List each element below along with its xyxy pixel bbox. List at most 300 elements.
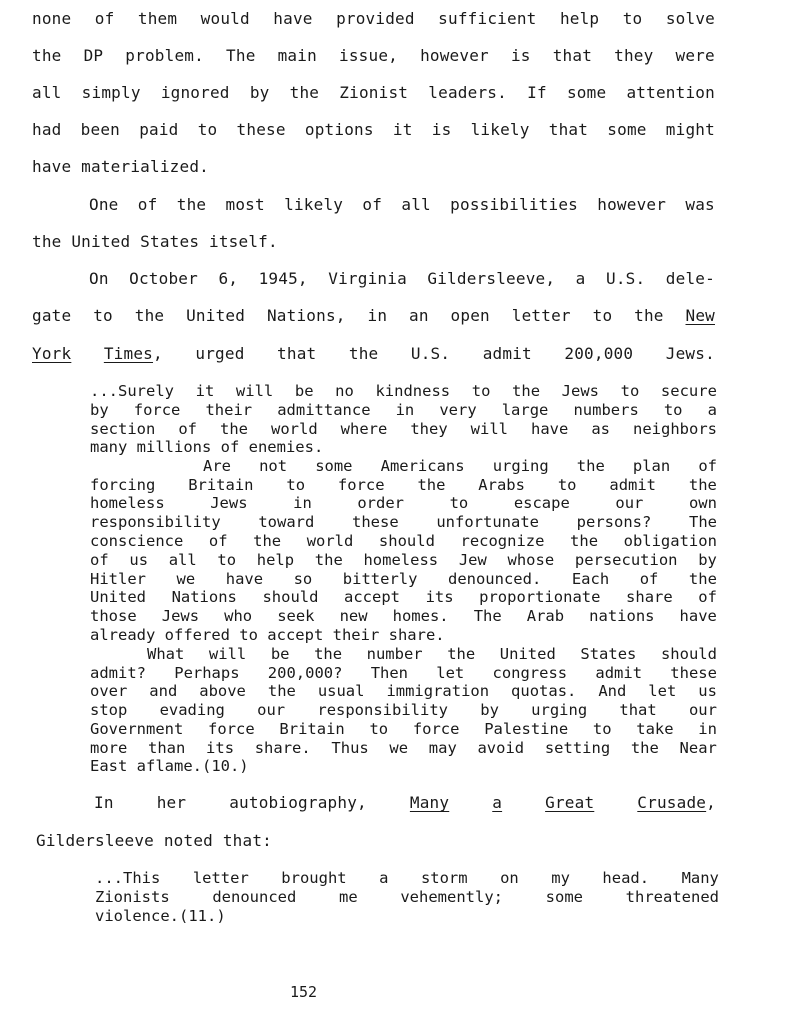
word: were — [675, 46, 715, 65]
word: unfortunate — [436, 513, 539, 531]
word: proportionate — [479, 588, 601, 606]
word: denounced — [212, 888, 297, 906]
word: force — [133, 401, 181, 419]
word: the — [253, 532, 282, 550]
word: us — [698, 682, 717, 700]
word: help — [256, 551, 295, 569]
word: the — [576, 457, 605, 475]
word: those — [90, 607, 137, 625]
word: violence.(11.) — [95, 907, 226, 925]
word: The — [689, 513, 717, 531]
word: problem. — [125, 46, 204, 65]
word: an — [409, 306, 429, 325]
word: let — [436, 664, 465, 682]
word: responsibility — [90, 513, 221, 531]
word: Thus — [331, 739, 369, 757]
word: of — [362, 195, 383, 214]
word: the — [176, 195, 207, 214]
word: by — [90, 401, 109, 419]
word: ...This — [95, 869, 161, 887]
word: Then — [370, 664, 409, 682]
word: And — [598, 682, 627, 700]
word: force — [412, 720, 460, 738]
word: United — [499, 645, 556, 663]
word: the — [134, 306, 165, 325]
quote1-line-16 — [90, 664, 717, 682]
word: vehemently; — [400, 888, 503, 906]
word: of — [639, 570, 659, 588]
newspaper-title-part-1: New — [685, 306, 715, 325]
word: some — [607, 120, 647, 139]
word: urged — [195, 344, 245, 363]
word: all — [168, 551, 197, 569]
word: will — [470, 420, 508, 438]
para4-line-2-text: Gildersleeve noted that: — [36, 831, 272, 850]
word: persons? — [576, 513, 652, 531]
word: some — [315, 457, 353, 475]
word: most — [225, 195, 265, 214]
word: Arab — [526, 607, 565, 625]
word: Perhaps — [174, 664, 240, 682]
word: On — [89, 269, 109, 288]
word: Americans — [380, 457, 465, 475]
word: very — [439, 401, 477, 419]
book-title-word-3: Great — [545, 793, 595, 812]
word: so — [293, 570, 313, 588]
word: many millions of enemies. — [90, 438, 324, 456]
word: storm — [420, 869, 468, 887]
word: in — [698, 720, 717, 738]
word: us — [129, 551, 149, 569]
word: our — [688, 701, 717, 719]
word: force — [337, 476, 385, 494]
word: the — [634, 306, 664, 325]
word: stop — [90, 701, 128, 719]
word: to — [197, 120, 218, 139]
word: Arabs — [478, 476, 525, 494]
word: letter — [192, 869, 249, 887]
word: accept — [344, 588, 401, 606]
quote1-line-13 — [90, 607, 717, 625]
word: we — [176, 570, 196, 588]
word: a — [379, 869, 389, 887]
word: that — [548, 120, 589, 139]
word: attention — [626, 83, 715, 102]
word: is — [431, 120, 452, 139]
word: should — [262, 588, 319, 606]
word: The — [473, 607, 502, 625]
word: them — [137, 9, 178, 28]
word: of — [208, 532, 228, 550]
word: some — [566, 83, 607, 102]
word: letter — [511, 306, 571, 325]
word: responsibility — [317, 701, 449, 719]
quote2-line-2 — [95, 888, 719, 906]
word: to — [217, 551, 237, 569]
word: leaders. — [428, 83, 507, 102]
word: that — [277, 344, 317, 363]
word: Palestine — [484, 720, 569, 738]
word: the — [570, 532, 599, 550]
word: in — [395, 401, 415, 419]
word: bitterly — [342, 570, 418, 588]
word: should — [660, 645, 717, 663]
word: had — [32, 120, 62, 139]
word: to — [663, 401, 683, 419]
word: What — [147, 645, 185, 663]
word: to — [622, 9, 643, 28]
word: brought — [281, 869, 347, 887]
word: secure — [660, 382, 717, 400]
word: that — [619, 701, 657, 719]
word: DP — [83, 46, 104, 65]
word: 6, — [218, 269, 239, 288]
word: setting — [544, 739, 611, 757]
word: our — [615, 494, 644, 512]
word: the — [314, 551, 343, 569]
word: Are — [203, 457, 231, 475]
word: more — [90, 739, 128, 757]
word: was — [685, 195, 715, 214]
word: United — [186, 306, 246, 325]
quote1-line-5 — [203, 457, 717, 475]
quote1-line-20 — [90, 739, 717, 757]
word: some — [545, 888, 583, 906]
word: forcing — [90, 476, 156, 494]
para1-line-3 — [32, 84, 715, 102]
word: above — [199, 682, 246, 700]
quote2-line-1 — [95, 869, 719, 887]
word: these — [236, 120, 286, 139]
word: might — [665, 120, 715, 139]
word: to — [620, 382, 640, 400]
word: possibilities — [450, 195, 578, 214]
word: admit — [482, 344, 532, 363]
word: share. — [254, 739, 311, 757]
para3-line-3 — [32, 345, 715, 363]
word: congress — [492, 664, 568, 682]
word: of — [698, 588, 717, 606]
word: October — [129, 269, 198, 288]
word: nations — [589, 607, 655, 625]
word: the — [348, 344, 379, 363]
word: If — [527, 83, 547, 102]
quote1-line-10 — [90, 551, 717, 569]
word: we — [389, 739, 409, 757]
word: homeless — [363, 551, 439, 569]
word: that — [552, 46, 593, 65]
quote1-line-6 — [90, 476, 717, 494]
word: would — [200, 9, 250, 28]
para2-line-1 — [89, 196, 715, 214]
word: by — [249, 83, 270, 102]
para4-line-2 — [36, 832, 272, 850]
word: is — [510, 46, 531, 65]
word: Nations, — [266, 306, 346, 325]
word: Britain — [188, 476, 254, 494]
word: of — [94, 9, 115, 28]
word: by — [480, 701, 499, 719]
word: than — [148, 739, 186, 757]
word: issue, — [339, 46, 398, 65]
quote1-line-4 — [90, 438, 323, 456]
word: Jew — [458, 551, 487, 569]
word: all — [401, 195, 431, 214]
word: all — [32, 83, 62, 102]
word: threatened — [625, 888, 719, 906]
word: by — [698, 551, 717, 569]
word: let — [648, 682, 677, 700]
word: main — [277, 46, 317, 65]
word: East aflame.(10.) — [90, 757, 249, 775]
word: world — [271, 420, 318, 438]
word: ignored — [160, 83, 230, 102]
word: admit — [609, 476, 657, 494]
word: the — [289, 83, 320, 102]
word: homeless — [90, 494, 165, 512]
word: gate — [32, 306, 72, 325]
word: in — [367, 306, 388, 325]
word: take — [636, 720, 674, 738]
word: U.S. — [410, 344, 451, 363]
word: number — [366, 645, 423, 663]
word: homes. — [392, 607, 449, 625]
word: solve — [665, 9, 715, 28]
word: have — [273, 9, 313, 28]
word: Zionists — [95, 888, 170, 906]
word: who — [224, 607, 253, 625]
word: the — [630, 739, 659, 757]
word: to — [592, 306, 613, 325]
word: will — [235, 382, 274, 400]
word: Jews — [561, 382, 599, 400]
word: have — [679, 607, 717, 625]
para4-word-3: autobiography, — [229, 793, 367, 812]
word: the — [688, 570, 717, 588]
book-title-comma: , — [706, 793, 716, 812]
quote1-line-11 — [90, 570, 717, 588]
word: head. — [602, 869, 650, 887]
word: United — [90, 588, 146, 606]
word: as — [591, 420, 610, 438]
word: its — [206, 739, 235, 757]
word: force — [208, 720, 255, 738]
quote1-line-12 — [90, 588, 717, 606]
word: toward — [258, 513, 315, 531]
word: Jews — [161, 607, 200, 625]
word: U.S. — [605, 269, 646, 288]
word: conscience — [90, 532, 184, 550]
word: a — [575, 269, 586, 288]
word: these — [352, 513, 399, 531]
word: persecution — [574, 551, 678, 569]
word: me — [339, 888, 358, 906]
word: be — [270, 645, 290, 663]
para4-word-1: In — [94, 793, 114, 812]
quote1-line-7 — [90, 494, 717, 512]
word: section — [90, 420, 156, 438]
word: should — [378, 532, 435, 550]
word: Jews. — [665, 344, 715, 363]
quote1-line-8 — [90, 513, 717, 531]
word: have materialized. — [32, 157, 209, 176]
word: seek — [277, 607, 315, 625]
word: the — [688, 476, 717, 494]
word: likely — [470, 120, 530, 139]
word: on — [500, 869, 519, 887]
para1-line-2 — [32, 47, 715, 65]
word: own — [688, 494, 717, 512]
word: have — [225, 570, 264, 588]
word: our — [257, 701, 286, 719]
word: they — [410, 420, 448, 438]
word: Gildersleeve, — [427, 269, 556, 288]
word: order — [357, 494, 405, 512]
word: their — [205, 401, 253, 419]
word: my — [551, 869, 570, 887]
word: obligation — [623, 532, 717, 550]
word: new — [339, 607, 368, 625]
newspaper-title-part-3: Times — [103, 344, 154, 363]
page-number: 152 — [290, 983, 318, 1001]
word: sufficient — [438, 9, 537, 28]
para3-line-2 — [32, 307, 715, 325]
para3-line-1 — [89, 270, 715, 288]
word: 200,000? — [267, 664, 343, 682]
word: the — [32, 46, 62, 65]
word: avoid — [477, 739, 525, 757]
word: open — [450, 306, 490, 325]
quote1-line-18 — [90, 701, 717, 719]
word: evading — [159, 701, 225, 719]
word: to — [449, 494, 469, 512]
word: immigration — [386, 682, 490, 700]
word: whose — [507, 551, 555, 569]
word: admit — [595, 664, 643, 682]
word: they — [614, 46, 654, 65]
word: urging — [531, 701, 588, 719]
word: however — [597, 195, 667, 214]
para2-line-2 — [32, 233, 278, 251]
word: Each — [571, 570, 610, 588]
word: it — [392, 120, 413, 139]
word: the — [267, 682, 296, 700]
word: Virginia — [328, 269, 407, 288]
word: The — [226, 46, 256, 65]
word: its — [425, 588, 454, 606]
quote1-line-17 — [90, 682, 717, 700]
word: numbers — [573, 401, 639, 419]
word: and — [149, 682, 178, 700]
quote1-line-14 — [90, 626, 445, 644]
word: dele- — [665, 269, 715, 288]
word: usual — [317, 682, 365, 700]
word: of — [137, 195, 158, 214]
word: urging — [492, 457, 549, 475]
word: admit? — [90, 664, 146, 682]
word: no — [335, 382, 354, 400]
word: it — [195, 382, 215, 400]
quote1-line-1 — [90, 382, 717, 400]
word: quotas. — [511, 682, 577, 700]
newspaper-title-part-2: York — [32, 344, 72, 363]
word: Hitler — [90, 570, 146, 588]
word: the — [314, 645, 343, 663]
word: of — [90, 551, 109, 569]
word: the United States itself. — [32, 232, 278, 251]
word: not — [259, 457, 288, 475]
word: 1945, — [258, 269, 308, 288]
para4-word-2: her — [156, 793, 187, 812]
word: the — [220, 420, 248, 438]
word: provided — [336, 9, 415, 28]
quote1-line-9 — [90, 532, 717, 550]
para1-line-4 — [32, 121, 715, 139]
word: to — [592, 720, 612, 738]
word: recognize — [460, 532, 545, 550]
word: where — [340, 420, 388, 438]
quote1-line-21 — [90, 757, 249, 775]
word: Many — [681, 869, 719, 887]
word: simply — [81, 83, 141, 102]
word: ...Surely — [90, 382, 174, 400]
para4-line-1 — [94, 794, 716, 812]
word: been — [80, 120, 121, 139]
word: over — [90, 682, 128, 700]
word: kindness — [375, 382, 451, 400]
word: options — [304, 120, 374, 139]
word: to — [557, 476, 577, 494]
word: have — [531, 420, 569, 438]
word: may — [428, 739, 457, 757]
para3-comma: , — [153, 344, 163, 363]
word: be — [294, 382, 314, 400]
word: One — [89, 195, 119, 214]
word: a — [707, 401, 717, 419]
word: to — [369, 720, 389, 738]
word: large — [501, 401, 549, 419]
word: Zionist — [339, 83, 409, 102]
quote1-line-3 — [90, 420, 717, 438]
word: in — [293, 494, 312, 512]
para1-line-5 — [32, 158, 209, 176]
word: 200,000 — [564, 344, 634, 363]
word: admittance — [277, 401, 371, 419]
word: to — [471, 382, 491, 400]
word: likely — [284, 195, 344, 214]
para1-line-1 — [32, 10, 715, 28]
word: to — [286, 476, 306, 494]
book-title-word-4: Crusade — [637, 793, 707, 812]
word: States — [580, 645, 637, 663]
word: Near — [679, 739, 717, 757]
word: plan — [632, 457, 671, 475]
word: escape — [513, 494, 570, 512]
word: help — [559, 9, 600, 28]
word: the — [512, 382, 541, 400]
word: however — [420, 46, 489, 65]
word: the — [417, 476, 446, 494]
word: none — [32, 9, 72, 28]
quote2-line-3 — [95, 907, 226, 925]
word: paid — [139, 120, 179, 139]
quote1-line-19 — [90, 720, 717, 738]
quote1-line-15 — [147, 645, 717, 663]
word: will — [208, 645, 247, 663]
word: of — [698, 457, 717, 475]
book-title-word-1: Many — [409, 793, 450, 812]
word: Nations — [171, 588, 237, 606]
